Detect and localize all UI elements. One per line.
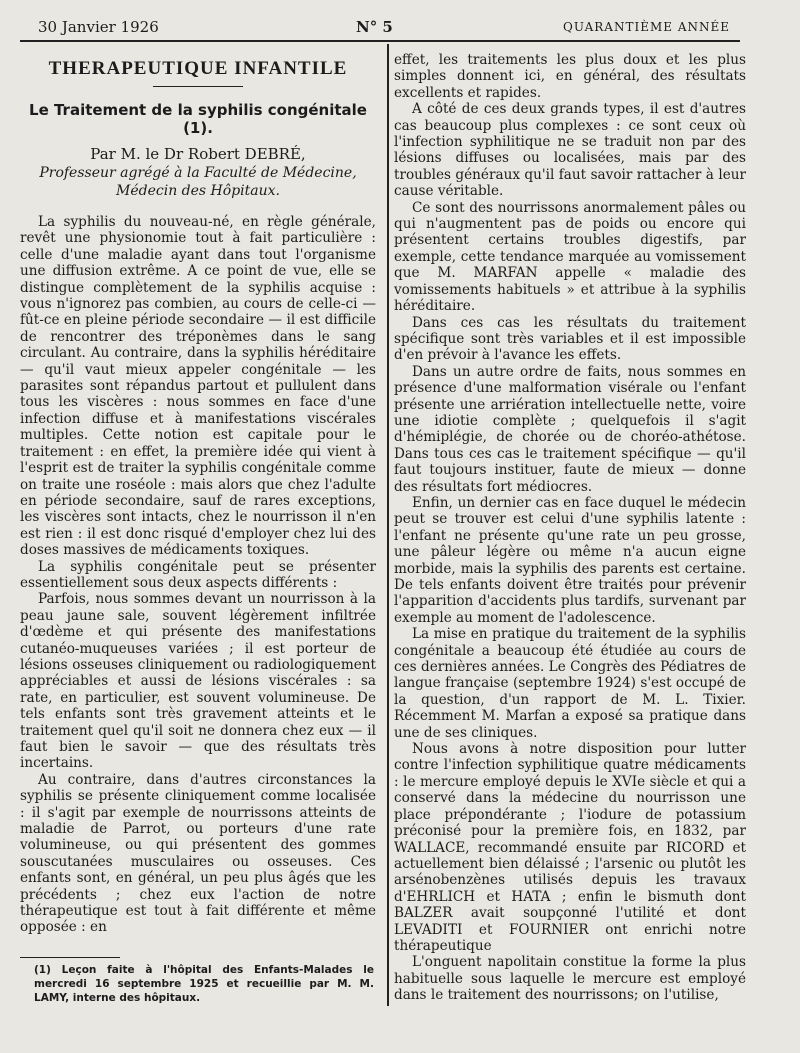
volume-year: QUARANTIÈME ANNÉE (563, 20, 730, 34)
paragraph: effet, les traitements les plus doux et les plus simples donnent ici, en général, des résultats excellents et rapides. (394, 52, 746, 101)
paragraph: La syphilis du nouveau-né, en règle générale, revêt une physionomie tout à fait particulière : celle d'une maladie ayant dans tout l'organisme une diffusion extrême. A ce point de vue, elle se distingue complètement de la syphilis acquise : vous n'ignorez pas combien, au cours de celle-ci — fût-ce en pleine période secondaire — il est difficile de rencontrer des tréponèmes dans le sang circulant. Au contraire, dans la syphilis héréditaire — qu'il vaut mieux appeler congénitale — les parasites sont répandus partout et pullulent dans tous les viscères : nous sommes en face d'une infection diffuse et à manifestations viscérales multiples. Cette notion est capitale pour le traitement : en effet, la première idée qui vient à l'esprit est de traiter la syphilis congénitale comme on traite une roséole : mais alors que chez l'adulte en période secondaire, sauf de rares exceptions, les viscères sont intacts, chez le nourrisson il n'en est rien : il est donc risqué d'employer chez lui des doses massives de médicaments toxiques. (20, 214, 376, 559)
paragraph: Dans un autre ordre de faits, nous sommes en présence d'une malformation visérale ou l'enfant présente une arriération intellectuelle nette, voire une idiotie complète ; quelquefois il s'agit d'hémiplégie, de chorée ou de choréo-athétose. Dans tous ces cas le traitement spécifique — qu'il faut toujours instituer, faute de mieux — donne des résultats fort médiocres. (394, 363, 746, 495)
page-header (0, 18, 800, 38)
paragraph: L'onguent napolitain constitue la forme la plus habituelle sous laquelle le mercure est employé dans le traitement des nourrissons; on l'utilise, (394, 954, 746, 1004)
issue-date: 30 Janvier 1926 (38, 18, 159, 36)
section-title: THERAPEUTIQUE INFANTILE (48, 58, 348, 79)
paragraph: Dans ces cas les résultats du traitement spécifique sont très variables et il est impossible d'en prévoir à l'avance les effets. (394, 314, 746, 364)
author-affiliation: Médecin des Hôpitaux. (116, 183, 280, 199)
right-column (394, 52, 746, 1004)
left-column (20, 58, 376, 936)
column-divider (387, 44, 389, 1006)
left-body (20, 214, 376, 936)
issue-number: N° 5 (356, 18, 393, 36)
title-rule (153, 86, 243, 87)
paragraph: Ce sont des nourrissons anormalement pâles ou qui n'augmentent pas de poids ou encore qui présentent certains troubles digestifs, par exemple, cette tendance marquée au vomissement que M. MARFAN appelle « maladie des vomissements habituels » et attribue à la syphilis héréditaire. (394, 199, 746, 315)
paragraph: La mise en pratique du traitement de la syphilis congénitale a beaucoup été étudiée au cours de ces dernières années. Le Congrès des Pédiatres de langue française (septembre 1924) s'est occupé de la question, d'un rapport de M. L. Tixier. Récemment M. Marfan a exposé sa pratique dans une de ses cliniques. (394, 626, 746, 741)
paragraph: Nous avons à notre disposition pour lutter contre l'infection syphilitique quatre médicaments : le mercure employé depuis le XVIe siècle et qui a conservé dans la médecine du nourrisson une place prépondérante ; l'iodure de potassium préconisé pour la première fois, en 1832, par WALLACE, recommandé ensuite par RICORD et actuellement bien délaissé ; l'arsenic ou plutôt les arsénobenzènes utilisés depuis les travaux d'EHRLICH et HATA ; enfin le bismuth dont BALZER avait soupçonné l'utilité et dont LEVADITI et FOURNIER ont enrichi notre thérapeutique (394, 741, 746, 954)
footnote: (1) Leçon faite à l'hôpital des Enfants-Malades le mercredi 16 septembre 1925 et recueillie par M. M. LAMY, interne des hôpitaux. (34, 964, 374, 1004)
article-title: Le Traitement de la syphilis congénitale (1). (29, 101, 367, 137)
paragraph: Parfois, nous sommes devant un nourrisson à la peau jaune sale, souvent légèrement infiltrée d'œdème et qui présente des manifestations cutanéo-muqueuses variées ; il est porteur de lésions osseuses cliniquement ou radiologiquement appréciables et aussi de lésions viscérales : sa rate, en particulier, est souvent volumineuse. De tels enfants sont très gravement atteints et le traitement quel qu'il soit ne donnera chez eux — il faut bien le savoir — que des résultats très incertains. (20, 591, 376, 772)
author-byline: Par M. le Dr Robert DEBRÉ, (90, 145, 306, 163)
paragraph: Au contraire, dans d'autres circonstances la syphilis se présente cliniquement comme localisée : il s'agit par exemple de nourrissons atteints de maladie de Parrot, ou porteurs d'une rate volumineuse, ou qui présentent des gommes souscutanées musculaires ou osseuses. Ces enfants sont, en général, un peu plus âgés que les précédents ; chez eux l'action de notre thérapeutique est tout à fait différente et même opposée : en (20, 771, 376, 936)
paragraph: A côté de ces deux grands types, il est d'autres cas beaucoup plus complexes : ce sont ceux où l'infection syphilitique ne se traduit non par des lésions diffuses ou localisées, mais par des troubles généraux qu'il faut savoir rattacher à leur cause véritable. (394, 101, 746, 200)
footnote-rule (20, 957, 120, 958)
header-rule (20, 40, 740, 42)
paragraph: Enfin, un dernier cas en face duquel le médecin peut se trouver est celui d'une syphilis latente : l'enfant ne présente qu'une rate un peu grosse, une pâleur légère ou même n'a aucun eigne morbide, mais la syphilis des parents est certaine. De tels enfants doivent être traités pour prévenir l'apparition d'accidents plus tardifs, survenant par exemple au moment de l'adolescence. (394, 494, 746, 626)
paragraph: La syphilis congénitale peut se présenter essentiellement sous deux aspects différents : (20, 558, 376, 591)
author-affiliation: Professeur agrégé à la Faculté de Médecine, (39, 165, 357, 181)
